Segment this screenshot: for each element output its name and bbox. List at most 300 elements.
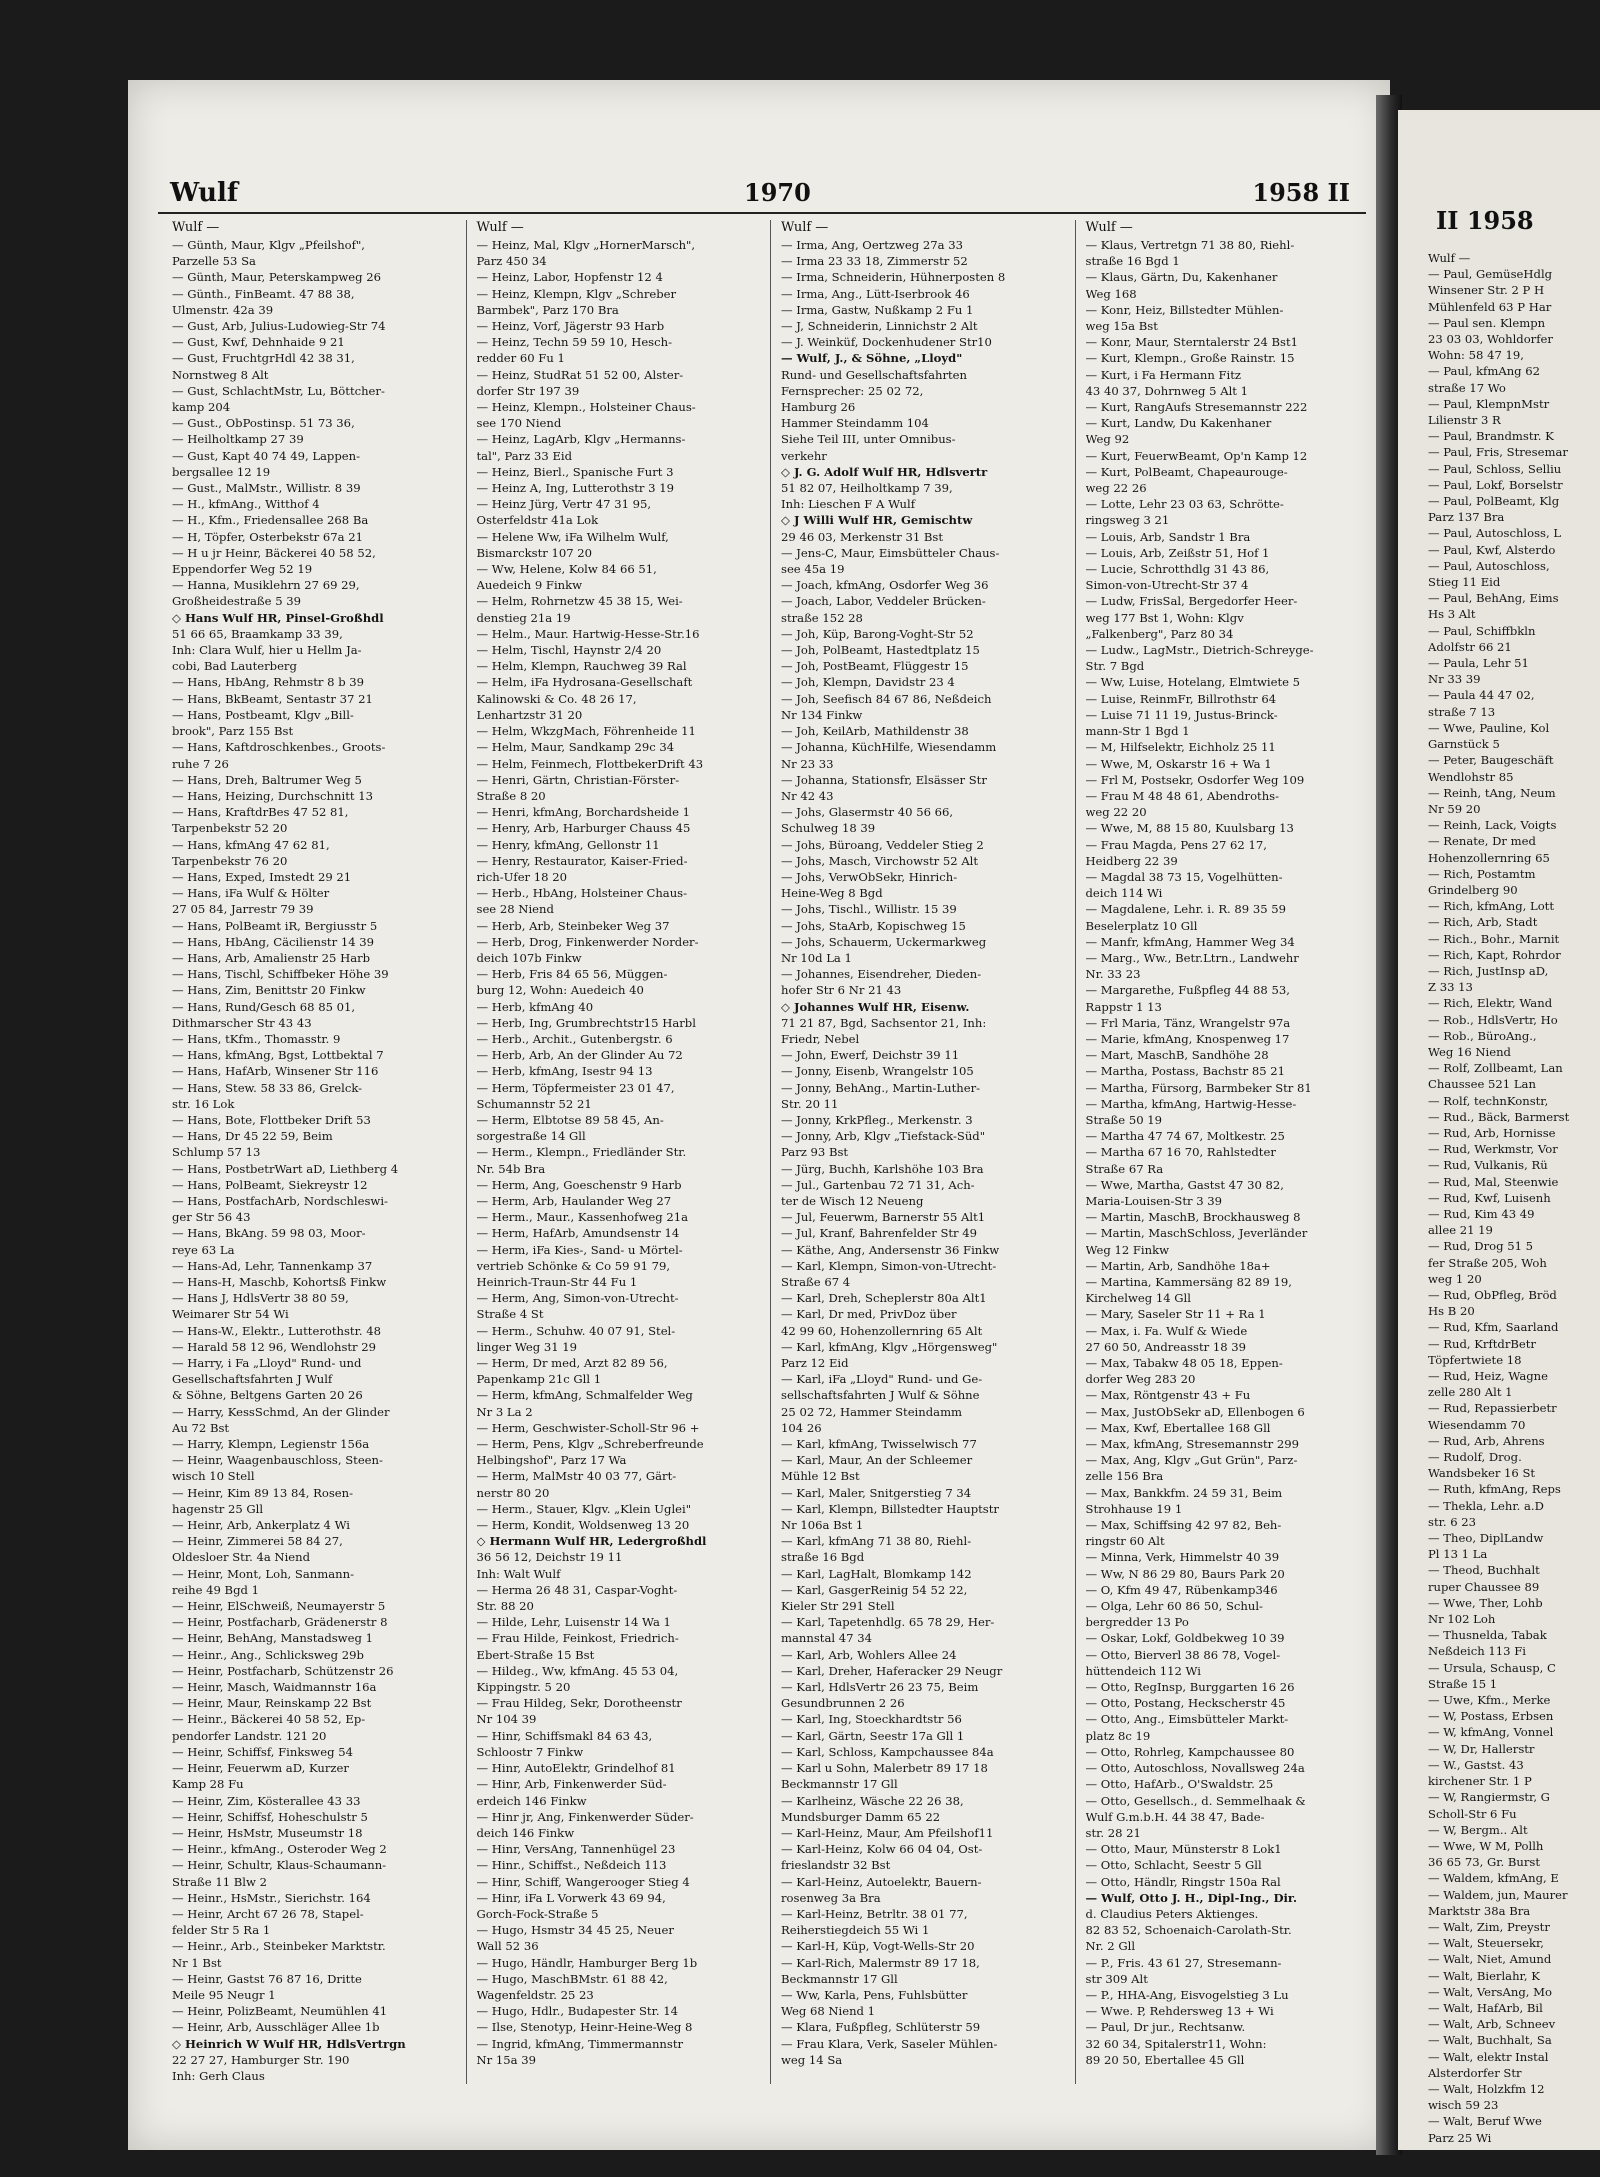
directory-entry: — Paul, Lokf, Borselstr — [1428, 477, 1563, 492]
directory-entry: Wendlohstr 85 — [1428, 769, 1514, 784]
directory-entry: Nr. 54b Bra — [476, 1161, 546, 1176]
directory-entry: — Helm, Klempn, Rauchweg 39 Ral — [476, 659, 687, 674]
directory-entry: Mundsburger Damm 65 22 — [781, 1809, 941, 1824]
directory-entry: — Harry, KessSchmd, An der Glinder — [172, 1404, 390, 1419]
directory-entry: Grindelberg 90 — [1428, 882, 1518, 897]
directory-entry: — Hugo, Hsmstr 34 45 25, Neuer — [476, 1923, 674, 1938]
directory-entry: — Heinr., HsMstr., Sierichstr. 164 — [172, 1890, 371, 1905]
directory-entry: — Herm., Klempn., Friedländer Str. — [476, 1145, 687, 1160]
directory-entry: — Helm, Rohrnetzw 45 38 15, Wei- — [476, 594, 683, 609]
running-head-surname: Wulf — [170, 178, 239, 208]
directory-entry: — Herm., Maur., Kassenhofweg 21a — [476, 1210, 689, 1225]
directory-entry: — Hinr., Schiffst., Neßdeich 113 — [476, 1858, 667, 1873]
directory-entry: — Thusnelda, Tabak — [1428, 1628, 1547, 1643]
directory-entry: — Irma 23 33 18, Zimmerstr 52 — [781, 254, 968, 269]
directory-entry: Helbingshof", Parz 17 Wa — [476, 1453, 627, 1468]
directory-entry: — Hans, Bote, Flottbeker Drift 53 — [172, 1112, 371, 1127]
directory-entry: — Heinr, Gastst 76 87 16, Dritte — [172, 1971, 362, 1986]
directory-entry: felder Str 5 Ra 1 — [172, 1923, 271, 1938]
directory-entry: — Heinr, Schiffsf, Finksweg 54 — [172, 1744, 353, 1759]
directory-entry: — Herm, Ang, Simon-von-Utrecht- — [476, 1291, 679, 1306]
directory-entry: 82 83 52, Schoenaich-Carolath-Str. — [1085, 1923, 1292, 1938]
directory-entry: — Otto, Ang., Eimsbütteler Markt- — [1085, 1712, 1289, 1727]
directory-entry: weg 22 20 — [1085, 805, 1147, 820]
directory-entry: Weg 12 Finkw — [1085, 1242, 1170, 1257]
directory-entry: Garnstück 5 — [1428, 737, 1500, 752]
directory-entry: — Rud, Vulkanis, Rü — [1428, 1158, 1548, 1173]
directory-entry: — Otto, Postang, Heckscherstr 45 — [1085, 1696, 1286, 1711]
directory-entry: — Joach, kfmAng, Osdorfer Weg 36 — [781, 578, 989, 593]
directory-entry: — P., Fris. 43 61 27, Stresemann- — [1085, 1955, 1282, 1970]
directory-entry: ter de Wisch 12 Neueng — [781, 1193, 924, 1208]
directory-entry: — Harry, Klempn, Legienstr 156a — [172, 1437, 370, 1452]
directory-entry: — Joach, Labor, Veddeler Brücken- — [781, 594, 986, 609]
directory-entry: — Hans, PolBeamt, Siekreystr 12 — [172, 1177, 368, 1192]
directory-entry: — Karl u Sohn, Malerbetr 89 17 18 — [781, 1761, 988, 1776]
directory-entry: — Rich, JustInsp aD, — [1428, 963, 1549, 978]
directory-entry: — Kurt, Klempn., Große Rainstr. 15 — [1085, 351, 1295, 366]
directory-entry: Nornstweg 8 Alt — [172, 367, 269, 382]
directory-entry: straße 16 Bgd — [781, 1550, 865, 1565]
directory-entry: ruper Chaussee 89 — [1428, 1579, 1540, 1594]
directory-entry: ger Str 56 43 — [172, 1210, 251, 1225]
directory-entry: str. 6 23 — [1428, 1514, 1477, 1529]
directory-entry: str. 28 21 — [1085, 1825, 1141, 1840]
directory-entry: deich 114 Wi — [1085, 886, 1163, 901]
directory-entry: — Hans-H, Maschb, Kohortsß Finkw — [172, 1275, 387, 1289]
directory-column — [172, 220, 467, 2084]
directory-entry: — Marg., Ww., Betr.Ltrn., Landwehr — [1085, 950, 1299, 965]
directory-entry: — Hinr jr, Ang, Finkenwerder Süder- — [476, 1809, 694, 1824]
directory-entry: 23 03 03, Wohldorfer — [1428, 332, 1553, 347]
directory-entry: 36 65 73, Gr. Burst — [1428, 1855, 1541, 1870]
running-head-page — [1252, 178, 1350, 207]
directory-entry: — Martha 67 16 70, Rahlstedter — [1085, 1145, 1276, 1160]
directory-entry: — O, Kfm 49 47, Rübenkamp346 — [1085, 1582, 1278, 1597]
directory-entry: — Karl, GasgerReinig 54 52 22, — [781, 1582, 968, 1597]
directory-entry: — Paul, GemüseHdlg — [1428, 267, 1553, 282]
directory-entry: — Karl, iFa „Lloyd" Rund- und Ge- — [781, 1372, 983, 1387]
directory-entry: — Gust, Arb, Julius-Ludowieg-Str 74 — [172, 319, 386, 334]
directory-entry: — Johs, Schauerm, Uckermarkweg — [781, 934, 987, 949]
directory-entry: — Johannes, Eisendreher, Dieden- — [781, 967, 982, 982]
directory-entry: — Hans, KraftdrBes 47 52 81, — [172, 805, 349, 820]
directory-entry: — Irma, Ang., Lütt-Iserbrook 46 — [781, 286, 970, 301]
directory-entry: — Luise, ReinmFr, Billrothstr 64 — [1085, 691, 1277, 706]
directory-column — [477, 220, 772, 2084]
directory-entry: — Heinr., Bäckerei 40 58 52, Ep- — [172, 1712, 366, 1727]
directory-entry: — Herm, Elbtotse 89 58 45, An- — [476, 1112, 664, 1127]
directory-page — [128, 80, 1390, 2150]
directory-entry: Kirchelweg 14 Gll — [1085, 1291, 1191, 1306]
directory-entry: — Theo, DiplLandw — [1428, 1531, 1544, 1546]
directory-entry: — Otto, Autoschloss, Novallsweg 24a — [1085, 1761, 1305, 1776]
directory-entry: — Hans, BkBeamt, Sentastr 37 21 — [172, 691, 373, 706]
directory-entry: — Karl-Heinz, Maur, Am Pfeilshof11 — [781, 1825, 994, 1840]
directory-entry: — Paul, KlempnMstr — [1428, 396, 1550, 411]
directory-entry: — P., HHA-Ang, Eisvogelstieg 3 Lu — [1085, 1987, 1289, 2002]
directory-entry: — Martin, Arb, Sandhöhe 18a+ — [1085, 1258, 1271, 1273]
directory-entry: — Rud, Werkmstr, Vor — [1428, 1142, 1558, 1157]
directory-entry: linger Weg 31 19 — [476, 1339, 578, 1354]
directory-entry: — Hinr, Arb, Finkenwerder Süd- — [476, 1777, 667, 1792]
directory-entry: vertrieb Schönke & Co 59 91 79, — [476, 1258, 671, 1273]
directory-entry: — Rud., Bäck, Barmerst — [1428, 1109, 1570, 1124]
directory-entry: — Rob., BüroAng., — [1428, 1028, 1537, 1043]
directory-entry: — Mart, MaschB, Sandhöhe 28 — [1085, 1048, 1269, 1063]
column-head: Wulf — — [476, 220, 524, 235]
directory-entry: — Günth, Maur, Peterskampweg 26 — [172, 270, 382, 285]
directory-entry: — Hans, HbAng, Rehmstr 8 b 39 — [172, 675, 365, 690]
directory-entry: — W, Postass, Erbsen — [1428, 1709, 1554, 1724]
directory-entry: — Heinr, PolizBeamt, Neumühlen 41 — [172, 2004, 388, 2019]
directory-entry: — Herb, Arb, An der Glinder Au 72 — [476, 1048, 683, 1063]
directory-entry: — Wwe, Pauline, Kol — [1428, 720, 1550, 735]
directory-entry: Inh: Walt Wulf — [476, 1566, 561, 1581]
directory-entry: — Herm, Arb, Haulander Weg 27 — [476, 1193, 672, 1208]
directory-entry: — Hans, Arb, Amalienstr 25 Harb — [172, 950, 371, 965]
directory-entry: Hammer Steindamm 104 — [781, 416, 929, 431]
directory-entry: — Otto, Maur, Münsterstr 8 Lok1 — [1085, 1842, 1282, 1857]
directory-entry: 104 26 — [781, 1420, 822, 1435]
directory-entry: allee 21 19 — [1428, 1223, 1493, 1238]
directory-entry: Strohhause 19 1 — [1085, 1501, 1183, 1516]
directory-entry: — Walt, Holzkfm 12 — [1428, 2081, 1545, 2096]
directory-entry: — Rud, Arb, Hornisse — [1428, 1125, 1556, 1140]
directory-entry: Hs B 20 — [1428, 1304, 1475, 1319]
directory-entry: — Herb, kfmAng 40 — [476, 999, 594, 1014]
directory-entry: — Karl-Heinz, Kolw 66 04 04, Ost- — [781, 1842, 983, 1857]
directory-entry: — Martha, Postass, Bachstr 85 21 — [1085, 1064, 1286, 1079]
directory-entry: 27 05 84, Jarrestr 79 39 — [172, 902, 314, 917]
directory-entry: — Hildeg., Ww, kfmAng. 45 53 04, — [476, 1663, 679, 1678]
directory-entry: — W, kfmAng, Vonnel — [1428, 1725, 1554, 1740]
directory-entry: — Henri, kfmAng, Borchardsheide 1 — [476, 805, 690, 820]
directory-entry: — Paula, Lehr 51 — [1428, 656, 1529, 671]
column-head: Wulf — — [172, 220, 220, 235]
directory-entry: — Max, kfmAng, Stresemannstr 299 — [1085, 1437, 1300, 1452]
directory-entry: — Johs, Glasermstr 40 56 66, — [781, 805, 954, 820]
directory-entry: — Herma 26 48 31, Caspar-Voght- — [476, 1582, 678, 1597]
directory-entry: — Paul, Schiffbkln — [1428, 623, 1536, 638]
directory-entry: see 170 Niend — [476, 416, 562, 431]
directory-entry: — Karl, Ing, Stoeckhardtstr 56 — [781, 1712, 962, 1727]
directory-entry: wisch 10 Stell — [172, 1469, 255, 1484]
directory-entry: nerstr 80 20 — [476, 1485, 550, 1500]
directory-entry: Lenhartzstr 31 20 — [476, 707, 583, 722]
directory-entry: — Hinr, Schiff, Wangerooger Stieg 4 — [476, 1874, 690, 1889]
directory-entry: — Konr, Heiz, Billstedter Mühlen- — [1085, 302, 1284, 317]
directory-entry: — Frl Maria, Tänz, Wrangelstr 97a — [1085, 1015, 1291, 1030]
directory-entry: kirchener Str. 1 P — [1428, 1774, 1532, 1789]
directory-entry: straße 17 Wo — [1428, 380, 1506, 395]
directory-entry: Bismarckstr 107 20 — [476, 545, 593, 560]
directory-entry: — Max, Bankkfm. 24 59 31, Beim — [1085, 1485, 1283, 1500]
directory-entry: — Hilde, Lehr, Luisenstr 14 Wa 1 — [476, 1615, 671, 1630]
directory-entry: — Ingrid, kfmAng, Timmermannstr — [476, 2036, 684, 2051]
header-rule — [158, 212, 1366, 214]
directory-entry: — Rich., Bohr., Marnit — [1428, 931, 1560, 946]
directory-entry: — Wwe. P, Rehdersweg 13 + Wi — [1085, 2004, 1274, 2019]
directory-entry: Parz 137 Bra — [1428, 510, 1505, 525]
directory-entry: — Karl, Arb, Wohlers Allee 24 — [781, 1647, 957, 1662]
directory-entry: — Hans, Kaftdroschkenbes., Groots- — [172, 740, 386, 755]
directory-entry: Tarpenbekstr 52 20 — [172, 821, 288, 836]
directory-entry: — Max, Röntgenstr 43 + Fu — [1085, 1388, 1251, 1403]
directory-entry: ◇ Heinrich W Wulf HR, HdlsVertrgn — [172, 2036, 406, 2051]
directory-entry: brook", Parz 155 Bst — [172, 724, 294, 739]
directory-entry: dorfer Str 197 39 — [476, 383, 580, 398]
directory-entry: — Kurt, Landw, Du Kakenhaner — [1085, 416, 1272, 431]
directory-entry: — Günth., FinBeamt. 47 88 38, — [172, 286, 355, 301]
directory-entry: — J. Weinküf, Dockenhudener Str10 — [781, 335, 992, 350]
directory-entry: Schulweg 18 39 — [781, 821, 876, 836]
directory-entry: — Johs, StaArb, Kopischweg 15 — [781, 918, 966, 933]
directory-entry: Mühlenfeld 63 P Har — [1428, 299, 1552, 314]
directory-entry: — Max, i. Fa. Wulf & Wiede — [1085, 1323, 1248, 1338]
directory-entry: — Max, Schiffsing 42 97 82, Beh- — [1085, 1518, 1282, 1533]
directory-entry: — Walt, Zim, Preystr — [1428, 1919, 1550, 1934]
directory-entry: mannstal 47 34 — [781, 1631, 872, 1646]
directory-entry: — W., Gastst. 43 — [1428, 1757, 1524, 1772]
directory-entry: — Heinz, Bierl., Spanische Furt 3 — [476, 464, 674, 479]
directory-entry: Beckmannstr 17 Gll — [781, 1971, 898, 1986]
directory-entry: — Herm., Schuhw. 40 07 91, Stel- — [476, 1323, 676, 1338]
directory-entry: — Herb., Archit., Gutenbergstr. 6 — [476, 1031, 673, 1046]
directory-entry: — Hans, PostbetrWart aD, Liethberg 4 — [172, 1161, 399, 1176]
directory-entry: — Jul., Gartenbau 72 71 31, Ach- — [781, 1177, 975, 1192]
directory-entry: — Heinr., Arb., Steinbeker Marktstr. — [172, 1939, 386, 1954]
directory-entry: — Karl, Klempn, Billstedter Hauptstr — [781, 1501, 999, 1516]
directory-entry: — Helm, iFa Hydrosana-Gesellschaft — [476, 675, 693, 690]
directory-entry: — Otto, Rohrleg, Kampchaussee 80 — [1085, 1744, 1295, 1759]
directory-entry: Weg 92 — [1085, 432, 1130, 447]
directory-entry: — Rud, Mal, Steenwie — [1428, 1174, 1559, 1189]
directory-entry: — Gust., ObPostinsp. 51 73 36, — [172, 416, 355, 431]
directory-entry: — John, Ewerf, Deichstr 39 11 — [781, 1048, 960, 1063]
directory-entry: — Herm, MalMstr 40 03 77, Gärt- — [476, 1469, 677, 1484]
directory-entry: — Johs, VerwObSekr, Hinrich- — [781, 869, 958, 884]
directory-entry: — Lotte, Lehr 23 03 63, Schrötte- — [1085, 497, 1284, 512]
directory-entry: — W, Rangiermstr, G — [1428, 1790, 1550, 1805]
facing-page-header — [1436, 206, 1534, 235]
directory-entry: rosenweg 3a Bra — [781, 1890, 881, 1905]
directory-entry: weg 14 Sa — [781, 2052, 843, 2067]
directory-entry: Heidberg 22 39 — [1085, 853, 1178, 868]
directory-entry: — Karl, Tapetenhdlg. 65 78 29, Her- — [781, 1615, 995, 1630]
directory-entry: — Waldem, jun, Maurer — [1428, 1887, 1568, 1902]
directory-entry: bergsallee 12 19 — [172, 464, 271, 479]
directory-entry: — Jens-C, Maur, Eimsbütteler Chaus- — [781, 545, 1000, 560]
directory-entry: Schlump 57 13 — [172, 1145, 261, 1160]
directory-entry: — Marie, kfmAng, Knospenweg 17 — [1085, 1031, 1290, 1046]
directory-entry: ◇ Hermann Wulf HR, Ledergroßhdl — [476, 1534, 707, 1549]
directory-entry: — Walt, Arb, Schneev — [1428, 2017, 1556, 2032]
directory-entry: — H u jr Heinr, Bäckerei 40 58 52, — [172, 545, 376, 560]
directory-entry: — Oskar, Lokf, Goldbekweg 10 39 — [1085, 1631, 1285, 1646]
directory-entry: burg 12, Wohn: Auedeich 40 — [476, 983, 644, 998]
directory-entry: — Frau M 48 48 61, Abendroths- — [1085, 788, 1280, 803]
directory-entry: — Wwe, Ther, Lohb — [1428, 1595, 1543, 1610]
directory-entry: — Karl, Maur, An der Schleemer — [781, 1453, 973, 1468]
directory-entry: — Heinr, Mont, Loh, Sanmann- — [172, 1566, 355, 1581]
directory-entry: — Rolf, technKonstr, — [1428, 1093, 1549, 1108]
directory-entry: — Frau Klara, Verk, Saseler Mühlen- — [781, 2036, 998, 2051]
directory-entry: — Herb, kfmAng, Isestr 94 13 — [476, 1064, 653, 1079]
directory-entry: — Henry, Arb, Harburger Chauss 45 — [476, 821, 691, 836]
directory-entry: — Walt, Steuersekr, — [1428, 1936, 1544, 1951]
directory-entry: — Paula 44 47 02, — [1428, 688, 1535, 703]
directory-entry: Schumannstr 52 21 — [476, 1096, 592, 1111]
directory-entry: — Karlheinz, Wäsche 22 26 38, — [781, 1793, 964, 1808]
directory-entry: — Hans, iFa Wulf & Hölter — [172, 886, 330, 901]
directory-entry: — Joh, PolBeamt, Hastedtplatz 15 — [781, 643, 980, 658]
directory-entry: — Paul, Schloss, Selliu — [1428, 461, 1562, 476]
directory-entry: — Herb, Drog, Finkenwerder Norder- — [476, 934, 699, 949]
directory-entry: — Rich, Arb, Stadt — [1428, 915, 1538, 930]
directory-entry: — Wwe, M, Oskarstr 16 + Wa 1 — [1085, 756, 1272, 771]
directory-entry: — Heinr, Schiffsf, Hoheschulstr 5 — [172, 1809, 368, 1824]
directory-entry: — Heinr, HsMstr, Museumstr 18 — [172, 1825, 363, 1840]
directory-entry: — Hans, Rund/Gesch 68 85 01, — [172, 999, 356, 1014]
directory-entry: Schloostr 7 Finkw — [476, 1744, 584, 1759]
directory-entry: d. Claudius Peters Aktienges. — [1085, 1906, 1259, 1921]
directory-entry: — Otto, Händlr, Ringstr 150a Ral — [1085, 1874, 1281, 1889]
directory-entry: — Heinr, Postfacharb, Schützenstr 26 — [172, 1663, 394, 1678]
directory-entry: — M, Hilfselektr, Eichholz 25 11 — [1085, 740, 1276, 755]
directory-column — [781, 220, 1076, 2084]
directory-entry: — Heinr, Schultr, Klaus-Schaumann- — [172, 1858, 387, 1873]
directory-entry: — Paul, BehAng, Eims — [1428, 591, 1559, 606]
directory-entry: — Hans, Zim, Benittstr 20 Finkw — [172, 983, 366, 998]
directory-entry: fer Straße 205, Woh — [1428, 1255, 1547, 1270]
directory-entry: weg 22 26 — [1085, 481, 1147, 496]
directory-entry: — Karl, Klempn, Simon-von-Utrecht- — [781, 1258, 997, 1273]
directory-entry: Weimarer Str 54 Wi — [172, 1307, 289, 1322]
directory-entry: Nr 134 Finkw — [781, 707, 863, 722]
directory-entry: — Karl-Heinz, Betrltr. 38 01 77, — [781, 1906, 968, 1921]
directory-entry: 71 21 87, Bgd, Sachsentor 21, Inh: — [781, 1015, 987, 1030]
directory-entry: ◇ Hans Wulf HR, Pinsel-Großhdl — [172, 610, 384, 625]
directory-entry: — Rud, Drog 51 5 — [1428, 1239, 1534, 1254]
directory-entry: — Heinz A, Ing, Lutterothstr 3 19 — [476, 481, 674, 496]
directory-entry: — Klara, Fußpfleg, Schlüterstr 59 — [781, 2020, 981, 2035]
directory-entry: Alsterdorfer Str — [1428, 2065, 1522, 2080]
directory-entry: — Margarethe, Fußpfleg 44 88 53, — [1085, 983, 1290, 998]
directory-entry: — Ludw, FrisSal, Bergedorfer Heer- — [1085, 594, 1298, 609]
directory-entry: — Wwe, Martha, Gastst 47 30 82, — [1085, 1177, 1284, 1192]
directory-entry: — Karl, Dreh, Scheplerstr 80a Alt1 — [781, 1291, 987, 1306]
directory-entry: — Wulf, Otto J. H., Dipl-Ing., Dir. — [1085, 1890, 1298, 1905]
directory-entry: — H., Kfm., Friedensallee 268 Ba — [172, 513, 369, 528]
directory-entry: — Otto, Gesellsch., d. Semmelhaak & — [1085, 1793, 1306, 1808]
directory-entry: — Jonny, Arb, Klgv „Tiefstack-Süd" — [781, 1129, 986, 1144]
directory-entry: — Hans, Dreh, Baltrumer Weg 5 — [172, 772, 362, 787]
directory-entry: Hs 3 Alt — [1428, 607, 1476, 622]
directory-entry: — Hans, BkAng. 59 98 03, Moor- — [172, 1226, 366, 1241]
directory-entry: — Rud, Arb, Ahrens — [1428, 1433, 1545, 1448]
directory-entry: ringstr 60 Alt — [1085, 1534, 1165, 1549]
directory-entry: — Rich, Kapt, Rohrdor — [1428, 947, 1561, 962]
directory-entry: — Ruth, kfmAng, Reps — [1428, 1482, 1561, 1497]
directory-entry: sorgestraße 14 Gll — [476, 1129, 586, 1144]
directory-entry: — Heinr, Feuerwm aD, Kurzer — [172, 1761, 349, 1776]
directory-entry: — Paul sen. Klempn — [1428, 315, 1546, 330]
directory-entry: — Heinz, Mal, Klgv „HornerMarsch", — [476, 238, 696, 252]
directory-entry: — Karl-H, Küp, Vogt-Wells-Str 20 — [781, 1939, 975, 1954]
directory-entry: — Kurt, RangAufs Stresemannstr 222 — [1085, 400, 1308, 415]
directory-entry: — Otto, RegInsp, Burggarten 16 26 — [1085, 1680, 1295, 1695]
directory-entry: 51 66 65, Braamkamp 33 39, — [172, 626, 343, 641]
directory-entry: — Hanna, Musiklehrn 27 69 29, — [172, 578, 360, 593]
directory-entry: — Frau Hilde, Feinkost, Friedrich- — [476, 1631, 679, 1646]
directory-entry: — Uwe, Kfm., Merke — [1428, 1693, 1551, 1708]
directory-entry: Großheidestraße 5 39 — [172, 594, 302, 609]
directory-entry: — Herm, Pens, Klgv „Schreberfreunde — [476, 1437, 704, 1452]
directory-entry: Ulmenstr. 42a 39 — [172, 302, 274, 317]
directory-entry: — Käthe, Ang, Andersenstr 36 Finkw — [781, 1242, 1000, 1257]
directory-column — [1086, 220, 1381, 2084]
directory-entry: — Ww, Helene, Kolw 84 66 51, — [476, 562, 657, 577]
directory-entry: — Kurt, PolBeamt, Chapeaurouge- — [1085, 464, 1288, 479]
directory-entry: Hohenzollernring 65 — [1428, 850, 1550, 865]
directory-entry: Stieg 11 Eid — [1428, 575, 1501, 590]
directory-entry: — Harry, i Fa „Lloyd" Rund- und — [172, 1356, 362, 1371]
directory-entry: Dithmarscher Str 43 43 — [172, 1015, 312, 1030]
directory-entry: — Walt, Bierlahr, K — [1428, 1968, 1540, 1983]
directory-entry: — Herm, iFa Kies-, Sand- u Mörtel- — [476, 1242, 683, 1257]
directory-entry: — Helm, Tischl, Haynstr 2/4 20 — [476, 643, 662, 658]
directory-entry: — Paul, Kwf, Alsterdo — [1428, 542, 1556, 557]
directory-entry: — Rud, Kfm, Saarland — [1428, 1320, 1559, 1335]
directory-entry: — Joh, PostBeamt, Flüggestr 15 — [781, 659, 969, 674]
directory-entry: — Magdalene, Lehr. i. R. 89 35 59 — [1085, 902, 1287, 917]
directory-entry: — Ursula, Schausp, C — [1428, 1660, 1556, 1675]
directory-entry: — Thekla, Lehr. a.D — [1428, 1498, 1544, 1513]
directory-entry: weg 15a Bst — [1085, 319, 1158, 334]
directory-entry: — Walt, Niet, Amund — [1428, 1952, 1552, 1967]
directory-entry: — Max, JustObSekr aD, Ellenbogen 6 — [1085, 1404, 1305, 1419]
directory-entry: — Heinz, Klempn., Holsteiner Chaus- — [476, 400, 696, 415]
directory-entry: Wohn: 58 47 19, — [1428, 348, 1524, 363]
directory-entry: ◇ Johannes Wulf HR, Eisenw. — [781, 999, 970, 1014]
directory-entry: Scholl-Str 6 Fu — [1428, 1806, 1517, 1821]
directory-entry: — Hans, HbAng, Cäcilienstr 14 39 — [172, 934, 375, 949]
directory-entry: Straße 50 19 — [1085, 1112, 1163, 1127]
directory-entry: reye 63 La — [172, 1242, 235, 1257]
directory-entry: — Herb, Ing, Grumbrechtstr15 Harbl — [476, 1015, 696, 1030]
directory-entry: Nr 15a 39 — [476, 2052, 536, 2067]
directory-entry: Nr. 33 23 — [1085, 967, 1141, 982]
directory-entry: — Helm, Maur, Sandkamp 29c 34 — [476, 740, 675, 755]
directory-entry: 36 56 12, Deichstr 19 11 — [476, 1550, 623, 1565]
directory-entry: mann-Str 1 Bgd 1 — [1085, 724, 1190, 739]
directory-entry: — Lucie, Schrotthdlg 31 43 86, — [1085, 562, 1270, 577]
directory-entry: Z 33 13 — [1428, 980, 1473, 995]
directory-entry: Wulf G.m.b.H. 44 38 47, Bade- — [1085, 1809, 1265, 1824]
directory-entry: — Karl, HdlsVertr 26 23 75, Beim — [781, 1680, 979, 1695]
directory-entry: — Walt, elektr Instal — [1428, 2049, 1549, 2064]
directory-entry: — Wwe, M, 88 15 80, Kuulsbarg 13 — [1085, 821, 1294, 836]
directory-entry: ruhe 7 26 — [172, 756, 229, 771]
directory-entry: Adolfstr 66 21 — [1428, 639, 1512, 654]
directory-entry: Hamburg 26 — [781, 400, 856, 415]
directory-entry: — Paul, Fris, Stresemar — [1428, 445, 1568, 460]
directory-entry: — Paul, Brandmstr. K — [1428, 429, 1554, 444]
directory-entry: — Louis, Arb, Zeißstr 51, Hof 1 — [1085, 545, 1270, 560]
directory-entry: — Hinr, AutoElektr, Grindelhof 81 — [476, 1761, 676, 1776]
directory-entry: Str. 7 Bgd — [1085, 659, 1145, 674]
